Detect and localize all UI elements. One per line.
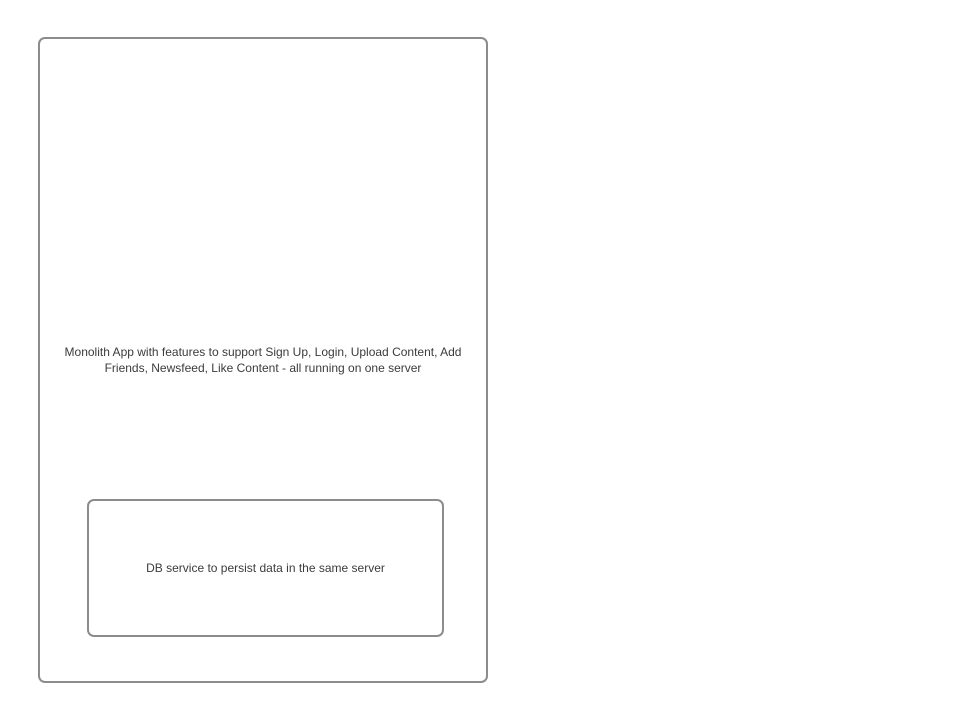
monolith-app-node (38, 37, 488, 683)
db-service-label: DB service to persist data in the same server (146, 561, 385, 575)
db-service-node (87, 499, 444, 637)
monolith-app-label: Monolith App with features to support Sign Up, Login, Upload Content, Add Friends, Newsfeed, Like Content - all running on one server (64, 345, 462, 375)
